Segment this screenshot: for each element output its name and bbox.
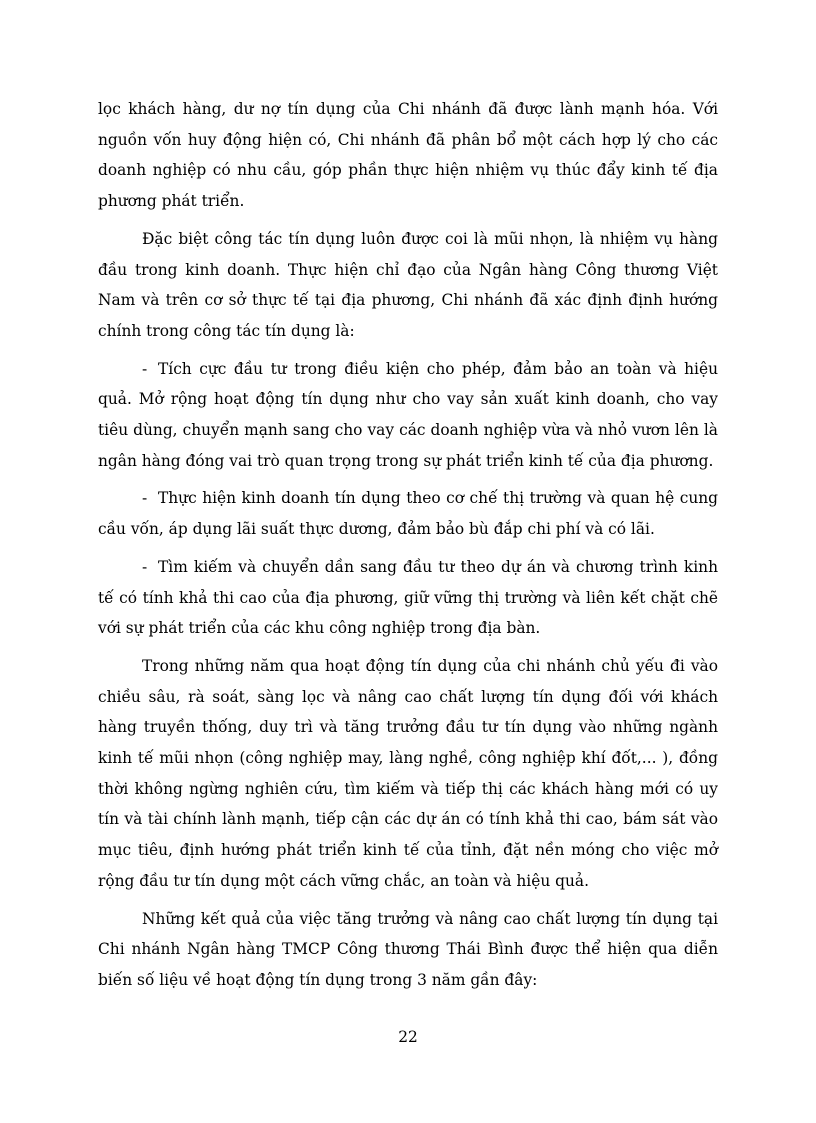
paragraph-text: Đặc biệt công tác tín dụng luôn được coi là mũi nhọn, là nhiệm vụ hàng đầu trong kinh doanh. Thực hiện chỉ đạo của Ngân hàng Công thương Việt Nam và trên cơ sở thực tế tại địa phương, Chi nhánh đã xác định định hướng chính trong công tác tín dụng là: <box>98 229 718 340</box>
bullet-dash: - <box>142 557 148 576</box>
paragraph-results <box>98 904 718 996</box>
bullet-text: Tích cực đầu tư trong điều kiện cho phép, đảm bảo an toàn và hiệu quả. Mở rộng hoạt động tín dụng như cho vay sản xuất kinh doanh, cho vay tiêu dùng, chuyển mạnh sang cho vay các doanh nghiệp vừa và nhỏ vươn lên là ngân hàng đóng vai trò quan trọng trong sự phát triển kinh tế của địa phương. <box>98 359 718 470</box>
bullet-item-market <box>98 483 718 544</box>
body-text <box>98 94 718 1003</box>
bullet-item-investment <box>98 354 718 477</box>
bullet-text: Thực hiện kinh doanh tín dụng theo cơ chế thị trường và quan hệ cung cầu vốn, áp dụng lãi suất thực dương, đảm bảo bù đắp chi phí và có lãi. <box>98 489 718 539</box>
bullet-dash: - <box>142 359 148 378</box>
paragraph-text: Trong những năm qua hoạt động tín dụng của chi nhánh chủ yếu đi vào chiều sâu, rà soát, sàng lọc và nâng cao chất lượng tín dụng đối với khách hàng truyền thống, duy trì và tăng trưởng đầu tư tín dụng vào những ngành kinh tế mũi nhọn (công nghiệp may, làng nghề, công nghiệp khí đốt,... ), đồng thời không ngừng nghiên cứu, tìm kiếm và tiếp thị các khách hàng mới có uy tín và tài chính lành mạnh, tiếp cận các dự án có tính khả thi cao, bám sát vào mục tiêu, định hướng phát triển kinh tế của tỉnh, đặt nền móng cho việc mở rộng đầu tư tín dụng một cách vững chắc, an toàn và hiệu quả. <box>98 656 718 890</box>
paragraph-continuation <box>98 94 718 217</box>
paragraph-text: lọc khách hàng, dư nợ tín dụng của Chi nhánh đã được lành mạnh hóa. Với nguồn vốn huy động hiện có, Chi nhánh đã phân bổ một cách hợp lý cho các doanh nghiệp có nhu cầu, góp phần thực hiện nhiệm vụ thúc đẩy kinh tế địa phương phát triển. <box>98 100 718 211</box>
paragraph-credit-focus <box>98 224 718 347</box>
bullet-item-projects <box>98 552 718 644</box>
page-number: 22 <box>398 1028 418 1046</box>
paragraph-text: Những kết quả của việc tăng trưởng và nâng cao chất lượng tín dụng tại Chi nhánh Ngân hàng TMCP Công thương Thái Bình được thể hiện qua diễn biến số liệu về hoạt động tín dụng trong 3 năm gần đây: <box>98 909 718 989</box>
bullet-dash: - <box>142 489 148 508</box>
bullet-text: Tìm kiếm và chuyển dần sang đầu tư theo dự án và chương trình kinh tế có tính khả thi cao của địa phương, giữ vững thị trường và liên kết chặt chẽ với sự phát triển của các khu công nghiệp trong địa bàn. <box>98 557 718 638</box>
paragraph-credit-activity <box>98 651 718 897</box>
